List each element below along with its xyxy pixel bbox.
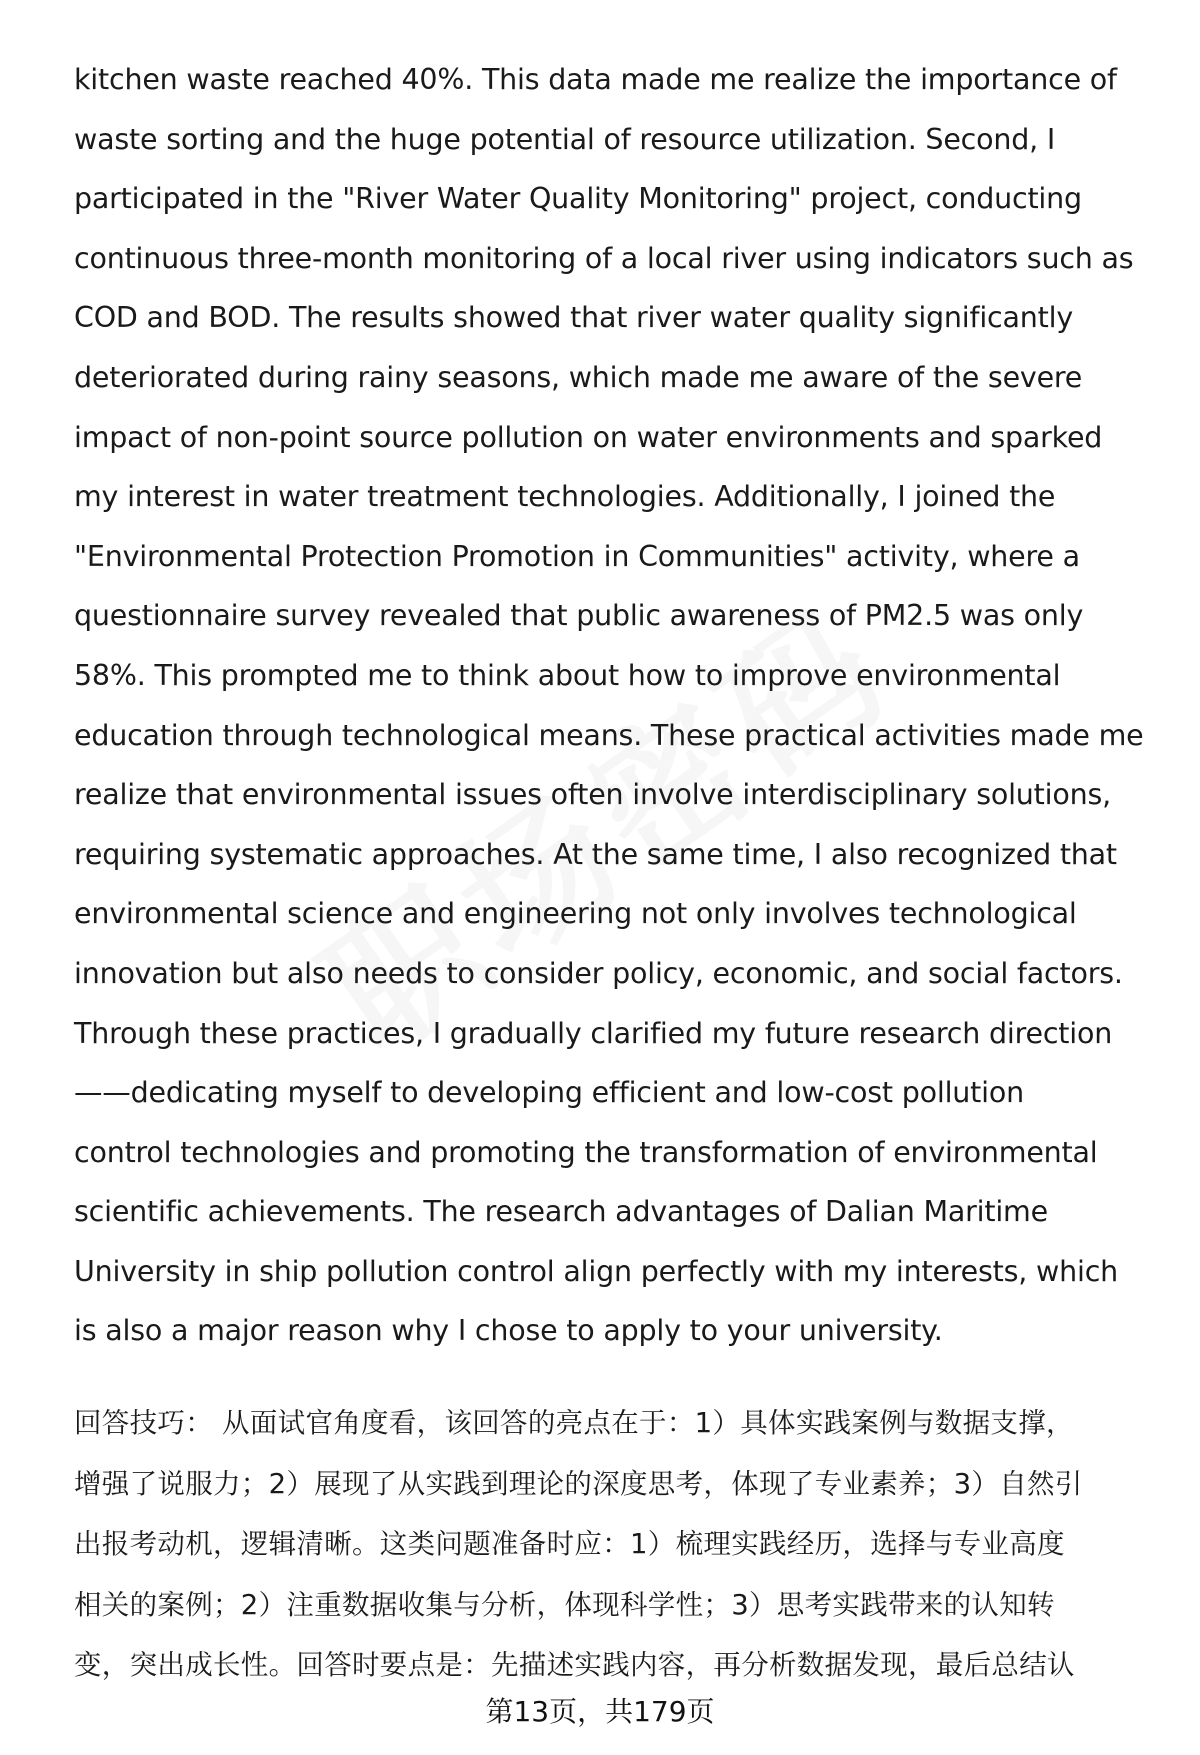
text-line: "Environmental Protection Promotion in Communities" activity, where a xyxy=(74,539,1080,573)
text-line: control technologies and promoting the transformation of environmental xyxy=(74,1135,1098,1169)
text-line: 相关的案例；2）注重数据收集与分析，体现科学性；3）思考实践带来的认知转 xyxy=(74,1588,1055,1621)
text-line: waste sorting and the huge potential of resource utilization. Second, I xyxy=(74,122,1056,156)
text-line: 增强了说服力；2）展现了从实践到理论的深度思考，体现了专业素养；3）自然引 xyxy=(74,1467,1083,1500)
text-line: education through technological means. These practical activities made me xyxy=(74,718,1144,752)
text-line: 变，突出成长性。回答时要点是：先描述实践内容，再分析数据发现，最后总结认 xyxy=(74,1649,1075,1681)
text-line: realize that environmental issues often involve interdisciplinary solutions, xyxy=(74,778,1111,812)
text-line: is also a major reason why I chose to apply to your university. xyxy=(74,1314,943,1348)
page-number: 第13页，共179页 xyxy=(485,1695,715,1728)
text-line: my interest in water treatment technologies. Additionally, I joined the xyxy=(74,480,1056,514)
text-line: COD and BOD. The results showed that river water quality significantly xyxy=(74,301,1074,335)
text-line: University in ship pollution control align perfectly with my interests, which xyxy=(74,1254,1119,1288)
answer-paragraph xyxy=(74,50,1154,1361)
text-line: 回答技巧： 从面试官角度看，该回答的亮点在于：1）具体实践案例与数据支撑， xyxy=(74,1407,1074,1439)
text-line: kitchen waste reached 40%. This data made me realize the importance of xyxy=(74,63,1117,96)
text-line: 出报考动机，逻辑清晰。这类问题准备时应：1）梳理实践经历，选择与专业高度 xyxy=(74,1528,1065,1560)
text-line: ——dedicating myself to developing efficient and low-cost pollution xyxy=(74,1076,1024,1110)
text-line: deteriorated during rainy seasons, which made me aware of the severe xyxy=(74,360,1083,394)
text-line: Through these practices, I gradually clarified my future research direction xyxy=(74,1016,1113,1050)
text-line: impact of non-point source pollution on water environments and sparked xyxy=(74,420,1103,454)
text-line: scientific achievements. The research advantages of Dalian Maritime xyxy=(74,1195,1048,1229)
text-line: participated in the "River Water Quality Monitoring" project, conducting xyxy=(74,182,1082,216)
text-line: innovation but also needs to consider policy, economic, and social factors. xyxy=(74,956,1123,990)
text-line: questionnaire survey revealed that public awareness of PM2.5 was only xyxy=(74,599,1084,633)
answer-tips-paragraph xyxy=(74,1393,1154,1696)
text-line: 58%. This prompted me to think about how to improve environmental xyxy=(74,658,1061,692)
text-line: continuous three-month monitoring of a local river using indicators such as xyxy=(74,241,1134,275)
text-line: requiring systematic approaches. At the same time, I also recognized that xyxy=(74,837,1117,871)
text-line: environmental science and engineering not only involves technological xyxy=(74,897,1077,931)
